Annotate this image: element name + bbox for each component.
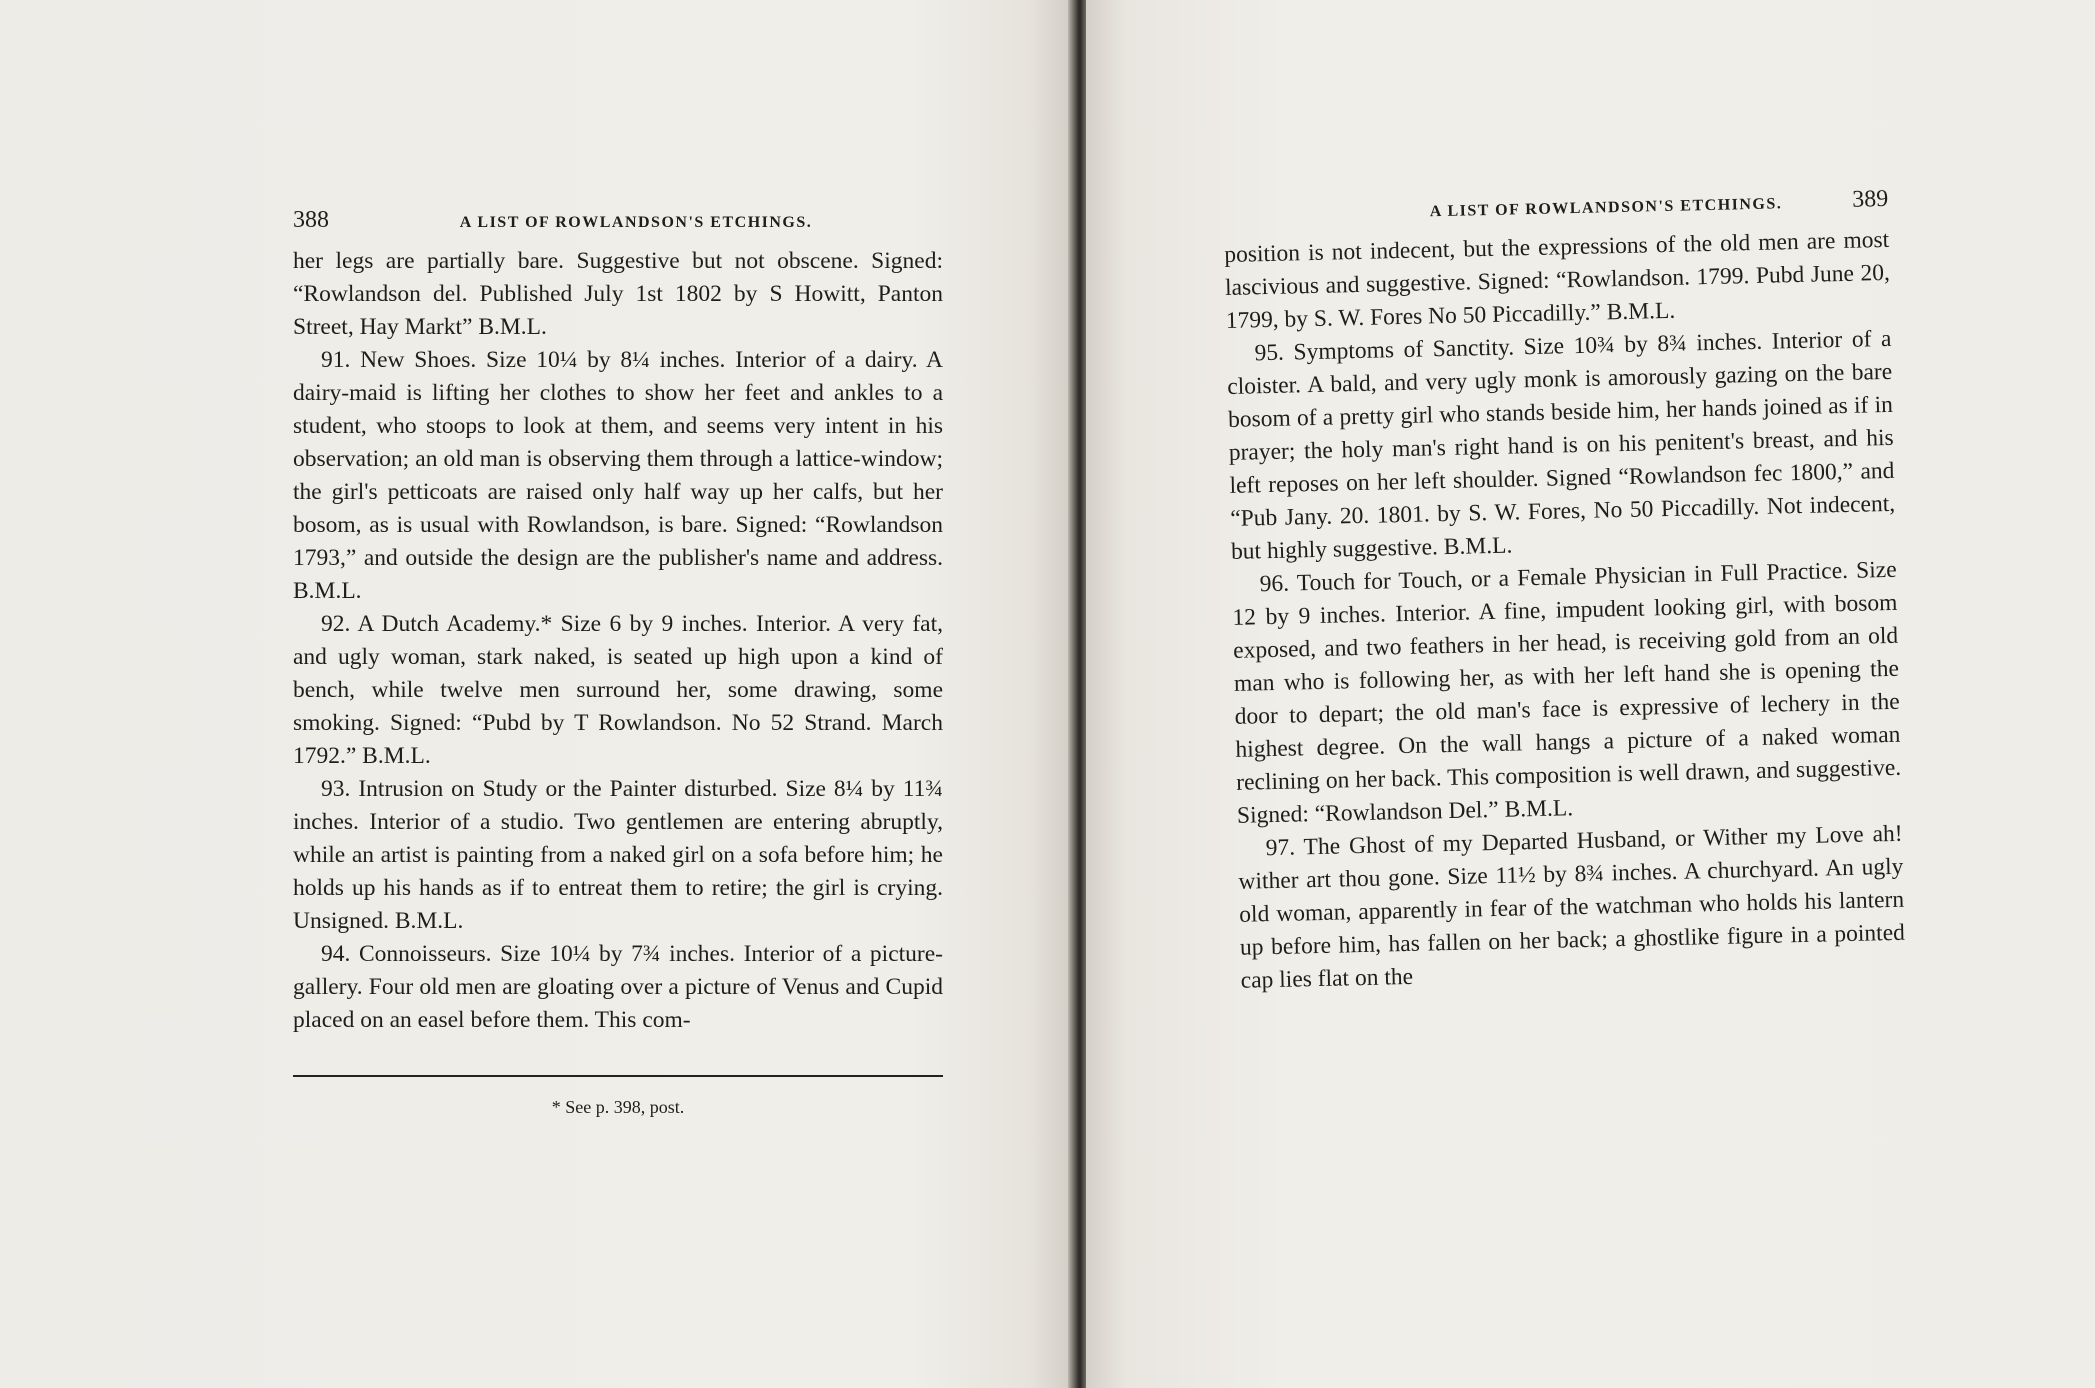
right-running-title: A LIST OF ROWLANDSON'S ETCHINGS.: [1429, 195, 1783, 221]
paragraph: her legs are partially bare. Suggestive but not obscene. Signed: “Rowlandson del. Published July 1st 1802 by S Howitt, Panton Street, Hay Markt” B.M.L.: [293, 248, 943, 340]
right-page-number: 389: [1851, 185, 1889, 213]
paragraph: 94. Connoisseurs. Size 10¼ by 7¾ inches. Interior of a picture-gallery. Four old men are gloating over a picture of Venus and Cupid placed on an easel before them. This com-: [293, 941, 943, 1033]
left-running-head: [293, 204, 943, 239]
left-page-number: 388: [293, 207, 329, 233]
paragraph: position is not indecent, but the expressions of the old men are most lascivious and suggestive. Signed: “Rowlandson. 1799. Pubd June 20, 1799, by S. W. Fores No 50 Piccadilly.” B.M.L.: [1223, 226, 1891, 334]
paragraph: 97. The Ghost of my Departed Husband, or Wither my Love ah! wither art thou gone. Size 11½ by 8¾ inches. A churchyard. An ugly old woman, apparently in fear of the watchman who holds his lantern up before him, has fallen on her back; a ghostlike figure in a pointed cap lies flat on the: [1238, 820, 1906, 994]
right-text-block: [1223, 183, 1906, 998]
paragraph: 93. Intrusion on Study or the Painter disturbed. Size 8¼ by 11¾ inches. Interior of a studio. Two gentlemen are entering abruptly, while an artist is painting from a naked girl on a sofa before him; he holds up his hands as if to entreat them to retire; the girl is crying. Unsigned. B.M.L.: [293, 776, 943, 934]
footnote: * See p. 398, post.: [551, 1097, 685, 1117]
footnote-rule: [293, 1075, 943, 1077]
paragraph: 95. Symptoms of Sanctity. Size 10¾ by 8¾ inches. Interior of a cloister. A bald, and very ugly monk is amorously gazing on the bare bosom of a pretty girl who stands beside him, her hands joined as if in prayer; the holy man's right hand is on his penitent's breast, and his left reposes on her left shoulder. Signed “Rowlandson fec 1800,” and “Pub Jany. 20. 1801. by S. W. Fores, No 50 Piccadilly. Not indecent, but highly suggestive. B.M.L.: [1226, 325, 1896, 565]
left-text-block: [293, 204, 943, 1124]
left-running-title: A LIST OF ROWLANDSON'S ETCHINGS.: [459, 214, 813, 231]
right-page: [1086, 0, 2095, 1388]
paragraph: 92. A Dutch Academy.* Size 6 by 9 inches. Interior. A very fat, and ugly woman, stark naked, is seated up high upon a kind of bench, while twelve men surround her, some drawing, some smoking. Signed: “Pubd by T Rowlandson. No 52 Strand. March 1792.” B.M.L.: [293, 611, 943, 769]
paragraph: 91. New Shoes. Size 10¼ by 8¼ inches. Interior of a dairy. A dairy-maid is lifting her clothes to show her feet and ankles to a student, who stoops to look at them, and seems very intent in his observation; an old man is observing them through a lattice-window; the girl's petticoats are raised only half way up her calfs, but her bosom, as is usual with Rowlandson, is bare. Signed: “Rowlandson 1793,” and outside the design are the publisher's name and address. B.M.L.: [293, 347, 943, 604]
paragraph: 96. Touch for Touch, or a Female Physician in Full Practice. Size 12 by 9 inches. Interior. A fine, impudent looking girl, with bosom exposed, and two feathers in her head, is receiving gold from an old man who is following her, as with her left hand she is opening the door to depart; the old man's face is expressive of lechery in the highest degree. On the wall hangs a picture of a naked woman reclining on her back. This composition is well drawn, and suggestive. Signed: “Rowlandson Del.” B.M.L.: [1232, 556, 1902, 829]
